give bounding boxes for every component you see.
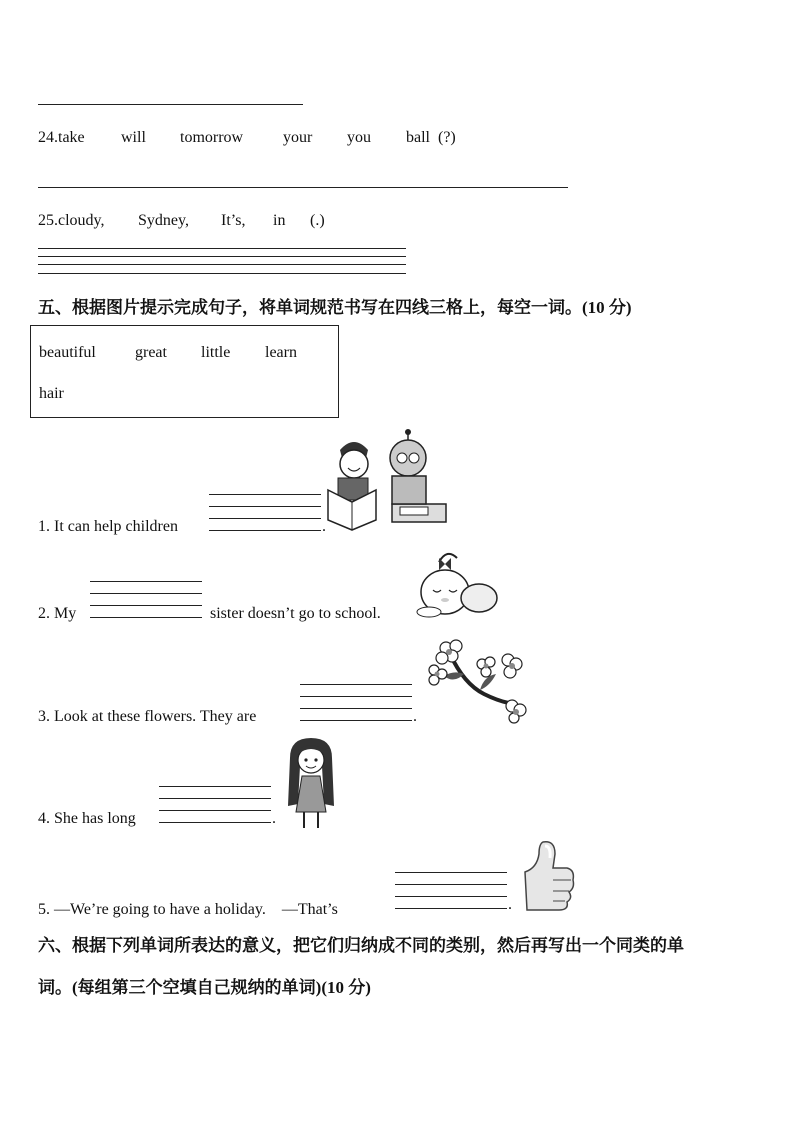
item-2-text-after: sister doesn’t go to school.	[210, 605, 381, 622]
item-5-answer-blank[interactable]	[395, 872, 507, 908]
question-number: 24.	[38, 129, 58, 146]
section-6-heading-line-1: 六、根据下列单词所表达的意义，把它们归纳成不同的类别，然后再写出一个同类的单	[38, 936, 684, 955]
word-bank-item: hair	[39, 385, 64, 402]
word: ball	[406, 129, 430, 146]
sleeping-baby-picture	[415, 548, 499, 620]
girl-long-hair-picture	[284, 736, 338, 830]
item-1-text-after: .	[322, 518, 326, 535]
item-1-answer-blank[interactable]	[209, 494, 321, 530]
word: you	[347, 129, 371, 146]
item-3-text-before: 3. Look at these flowers. They are	[38, 708, 257, 725]
word: tomorrow	[180, 129, 244, 146]
item-3-answer-blank[interactable]	[300, 684, 412, 720]
item-2-text-before: 2. My	[38, 605, 77, 622]
word: your	[283, 129, 313, 146]
question-25	[38, 212, 105, 230]
item-5-text-before: 5. —We’re going to have a holiday. —That’s	[38, 901, 338, 918]
word-bank-box	[30, 325, 339, 418]
word: Sydney,	[138, 212, 189, 229]
word: (?)	[438, 129, 456, 146]
word: take	[58, 129, 85, 146]
answer-line-24[interactable]	[38, 187, 568, 188]
word: in	[273, 212, 286, 229]
thumbs-up-picture	[515, 838, 577, 914]
item-4-answer-blank[interactable]	[159, 786, 271, 822]
word: It’s,	[221, 212, 246, 229]
item-1-text-before: 1. It can help children	[38, 518, 178, 535]
word: will	[121, 129, 146, 146]
answer-four-line-25[interactable]	[38, 248, 406, 274]
boy-and-robot-reading-picture	[326, 428, 450, 532]
word: (.)	[310, 212, 325, 229]
word-bank-item: beautiful	[39, 344, 96, 361]
question-24	[38, 129, 85, 147]
word-bank-item: great	[135, 344, 167, 361]
item-4-text-before: 4. She has long	[38, 810, 136, 827]
word-bank-item: learn	[265, 344, 297, 361]
question-number: 25.	[38, 212, 58, 229]
item-3-text-after: .	[413, 708, 417, 725]
word: cloudy,	[58, 212, 105, 229]
word-bank-item: little	[201, 344, 231, 361]
item-4-text-after: .	[272, 810, 276, 827]
section-6-heading-line-2: 词。(每组第三个空填自己规纳的单词)(10 分)	[38, 978, 371, 997]
flowers-picture	[424, 634, 532, 724]
answer-line-23[interactable]	[38, 104, 303, 105]
item-2-answer-blank[interactable]	[90, 581, 202, 617]
section-5-heading: 五、根据图片提示完成句子，将单词规范书写在四线三格上，每空一词。(10 分)	[38, 298, 632, 317]
item-5-text-after: .	[508, 896, 512, 913]
